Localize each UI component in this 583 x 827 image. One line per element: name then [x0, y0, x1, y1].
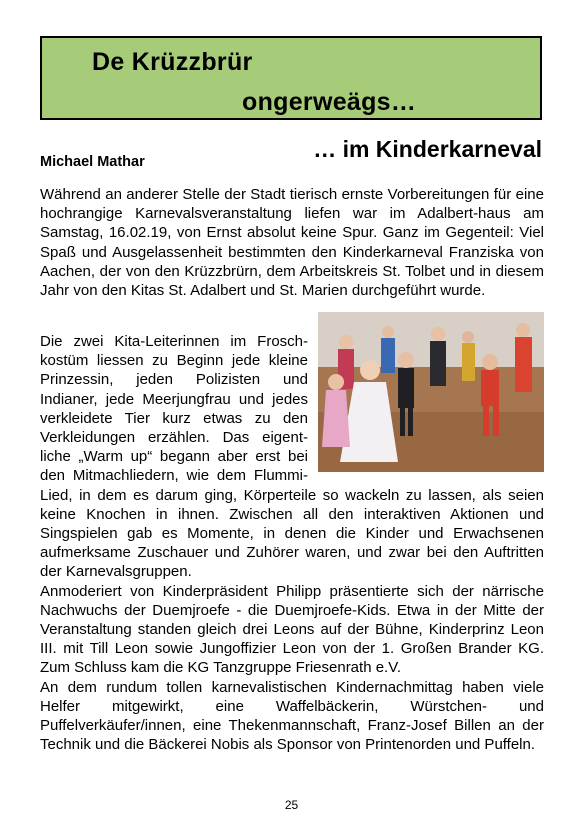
- title-line-1: De Krüzzbrür: [92, 48, 253, 76]
- article-body: [40, 332, 544, 754]
- paragraph-3: Anmoderiert von Kinderpräsident Philipp präsentierte sich der närrische Nachwuchs der Duemjroefe - die Duemjroefe-Kids. Etwa in der Mitte der Veranstaltung standen gleich drei Leons auf der Bühne, Kinderprinz Leon III. mit Till Leon sowie Jungoffizier Leon von der 1. Großen Brander KG. Zum Schluss kam die KG Tanzgruppe Friesenrath e.V.: [40, 582, 544, 677]
- title-banner: [40, 36, 542, 120]
- paragraph-1: Während an anderer Stelle der Stadt tierisch ernste Vorbereitungen für eine hochrangige Karnevalsveranstaltung liefen war im Adalbert-haus am Samstag, 16.02.19, von Ernst absolut keine Spur. Ganz im Gegenteil: Viel Spaß und Ausgelassenheit bestimmten den Kinderkarneval Franziska von Aachen, der von den Krüzzbrürn, dem Arbeitskreis St. Tolbet und in diesem Jahr von den Kitas St. Adalbert und St. Marien durchgeführt wurde.: [40, 186, 544, 300]
- subtitle: … im Kinderkarneval: [313, 136, 542, 162]
- paragraph-2: Die zwei Kita-Leiterinnen im Frosch-kostüm liessen zu Beginn jede kleine Prinzessin, jeden Polizisten und Indianer, jede Meerjungfrau und jedes verkleidete Tier kurz etwas zu den Verkleidungen erzählen. Das eigent-liche „Warm up“ begann aber erst bei den Mitmachliedern, wie dem Flummi-Lied, in dem es darum ging, Körperteile so wackeln zu lassen, als seien keine Knochen in ihnen. Zwischen all den interaktiven Aktionen und Singspielen gab es Momente, in denen die Kinder und Erwachsenen aufmerksame Zuschauer und Zuhörer waren, und zwar bei den Auftritten der Karnevalsgruppen.: [40, 333, 544, 581]
- page-number: 25: [284, 798, 299, 812]
- title-line-2: ongerweägs…: [242, 88, 417, 116]
- paragraph-4: An dem rundum tollen karnevalistischen Kindernachmittag haben viele Helfer mitgewirkt, eine Waffelbäckerin, Würstchen- und Puffelverkäufer/innen, eine Thekenmannschaft, Franz-Josef Billen an der Technik und die Bäckerei Nobis als Sponsor von Printenorden und Puffeln.: [40, 678, 544, 754]
- carnival-photo: [318, 312, 544, 472]
- carnival-photo-image: [318, 312, 544, 472]
- author: Michael Mathar: [40, 154, 145, 170]
